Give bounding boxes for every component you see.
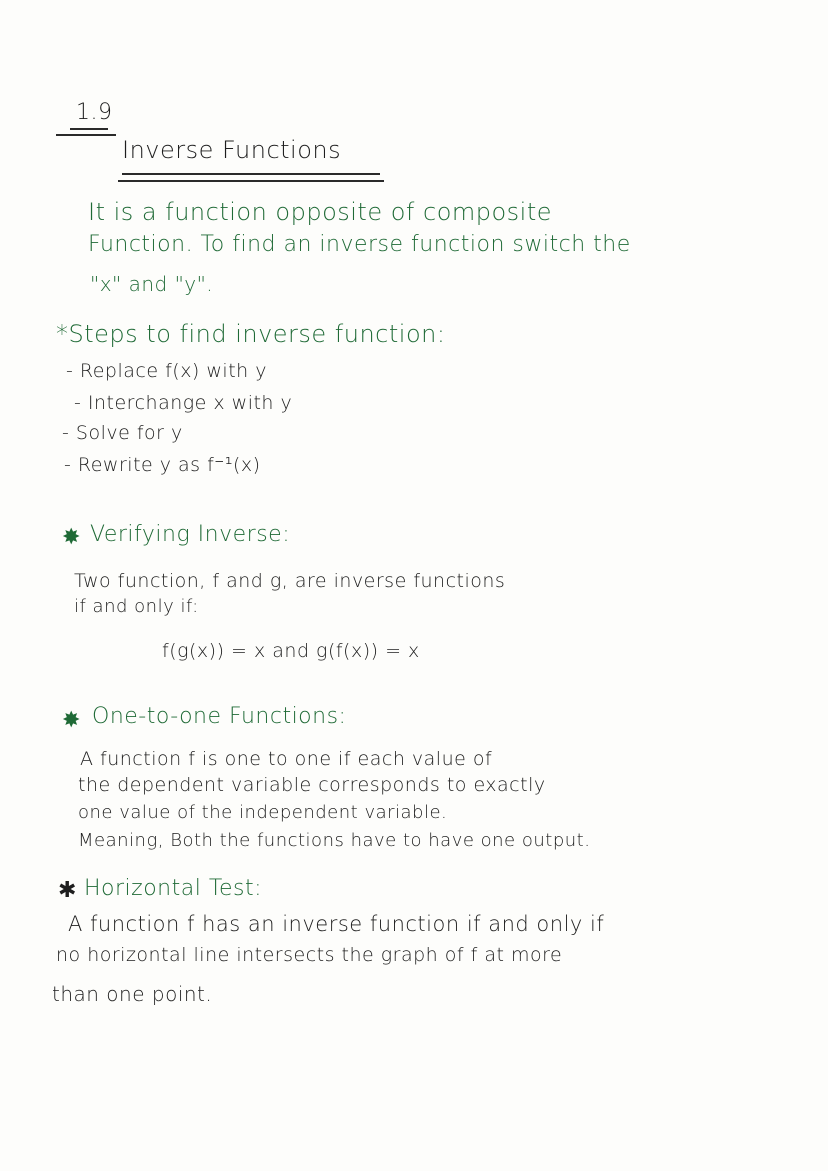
title-underline xyxy=(122,173,380,175)
step-item-3: - Solve for y xyxy=(62,422,183,444)
one-to-one-heading: One-to-one Functions: xyxy=(92,704,347,729)
horizontal-line-1: A function f has an inverse function if and only if xyxy=(68,912,605,936)
verifying-bullet-icon: ✸ xyxy=(62,525,81,550)
verifying-line-1: Two function, f and g, are inverse functions xyxy=(74,570,506,592)
title-underline-2 xyxy=(118,180,384,182)
steps-heading: *Steps to find inverse function: xyxy=(56,320,446,348)
section-number-underline-2 xyxy=(56,134,116,136)
page-title: Inverse Functions xyxy=(122,136,342,164)
one-to-one-bullet-icon: ✸ xyxy=(62,708,81,733)
verifying-formula: f(g(x)) = x and g(f(x)) = x xyxy=(162,640,420,662)
verifying-line-2: if and only if: xyxy=(74,596,199,617)
step-item-4: - Rewrite y as f⁻¹(x) xyxy=(64,454,261,476)
intro-line-3: "x" and "y". xyxy=(90,272,214,296)
section-number: 1.9 xyxy=(76,100,113,125)
horizontal-star-icon: ✱ xyxy=(58,878,77,903)
section-number-underline xyxy=(70,128,108,130)
step-item-1: - Replace f(x) with y xyxy=(66,360,267,382)
one-to-one-line-2: the dependent variable corresponds to exactly xyxy=(78,774,546,796)
one-to-one-line-1: A function f is one to one if each value of xyxy=(80,748,493,770)
one-to-one-line-3: one value of the independent variable. xyxy=(78,802,448,823)
step-item-2: - Interchange x with y xyxy=(74,392,293,414)
intro-line-1: It is a function opposite of composite xyxy=(88,198,553,226)
one-to-one-line-4: Meaning, Both the functions have to have one output. xyxy=(78,830,591,851)
intro-line-2: Function. To find an inverse function switch the xyxy=(88,232,631,257)
horizontal-heading: Horizontal Test: xyxy=(84,876,263,901)
horizontal-line-2: no horizontal line intersects the graph of f at more xyxy=(56,944,563,966)
verifying-heading: Verifying Inverse: xyxy=(90,522,291,547)
horizontal-line-3: than one point. xyxy=(52,982,213,1006)
